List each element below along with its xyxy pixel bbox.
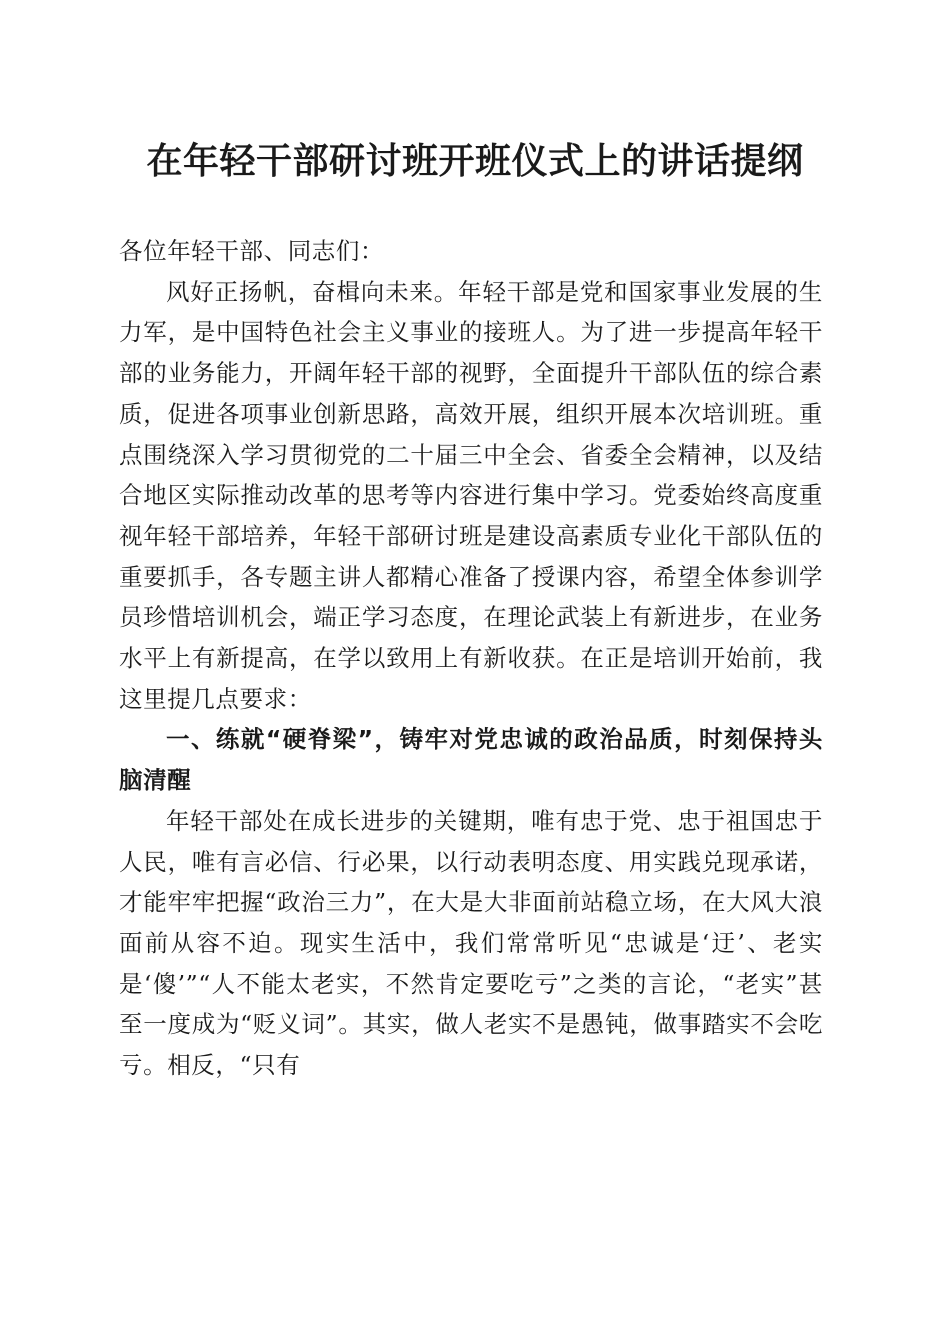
salutation: 各位年轻干部、同志们： (119, 237, 385, 265)
document-title: 在年轻干部研讨班开班仪式上的讲话提纲 (146, 140, 804, 182)
opening-paragraph: 风好正扬帆，奋楫向未来。年轻干部是党和国家事业发展的生力军，是中国特色社会主义事业的接班人。为了进一步提高年轻干部的业务能力，开阔年轻干部的视野，全面提升干部队伍的综合素质，促进各项事业创新思路，高效开展，组织开展本次培训班。重点围绕深入学习贯彻党的二十届三中全会、省委全会精神，以及结合地区实际推动改革的思考等内容进行集中学习。党委始终高度重视年轻干部培养，年轻干部研讨班是建设高素质专业化干部队伍的重要抓手，各专题主讲人都精心准备了授课内容，希望全体参训学员珍惜培训机会，端正学习态度，在理论武装上有新进步，在业务水平上有新提高，在学以致用上有新收获。在正是培训开始前，我这里提几点要求： (119, 277, 823, 713)
section-heading: 一、练就“硬脊梁”，铸牢对党忠诚的政治品质，时刻保持头脑清醒 (119, 725, 823, 795)
document-body (119, 231, 823, 1086)
section-paragraph: 年轻干部处在成长进步的关键期，唯有忠于党、忠于祖国忠于人民，唯有言必信、行必果，以行动表明态度、用实践兑现承诺，才能牢牢把握“政治三力”，在大是大非面前站稳立场，在大风大浪面前从容不迫。现实生活中，我们常常听见“忠诚是‘迂’、老实是‘傻’”“人不能太老实，不然肯定要吃亏”之类的言论，“老实”甚至一度成为“贬义词”。其实，做人老实不是愚钝，做事踏实不会吃亏。相反，“只有 (119, 806, 823, 1080)
